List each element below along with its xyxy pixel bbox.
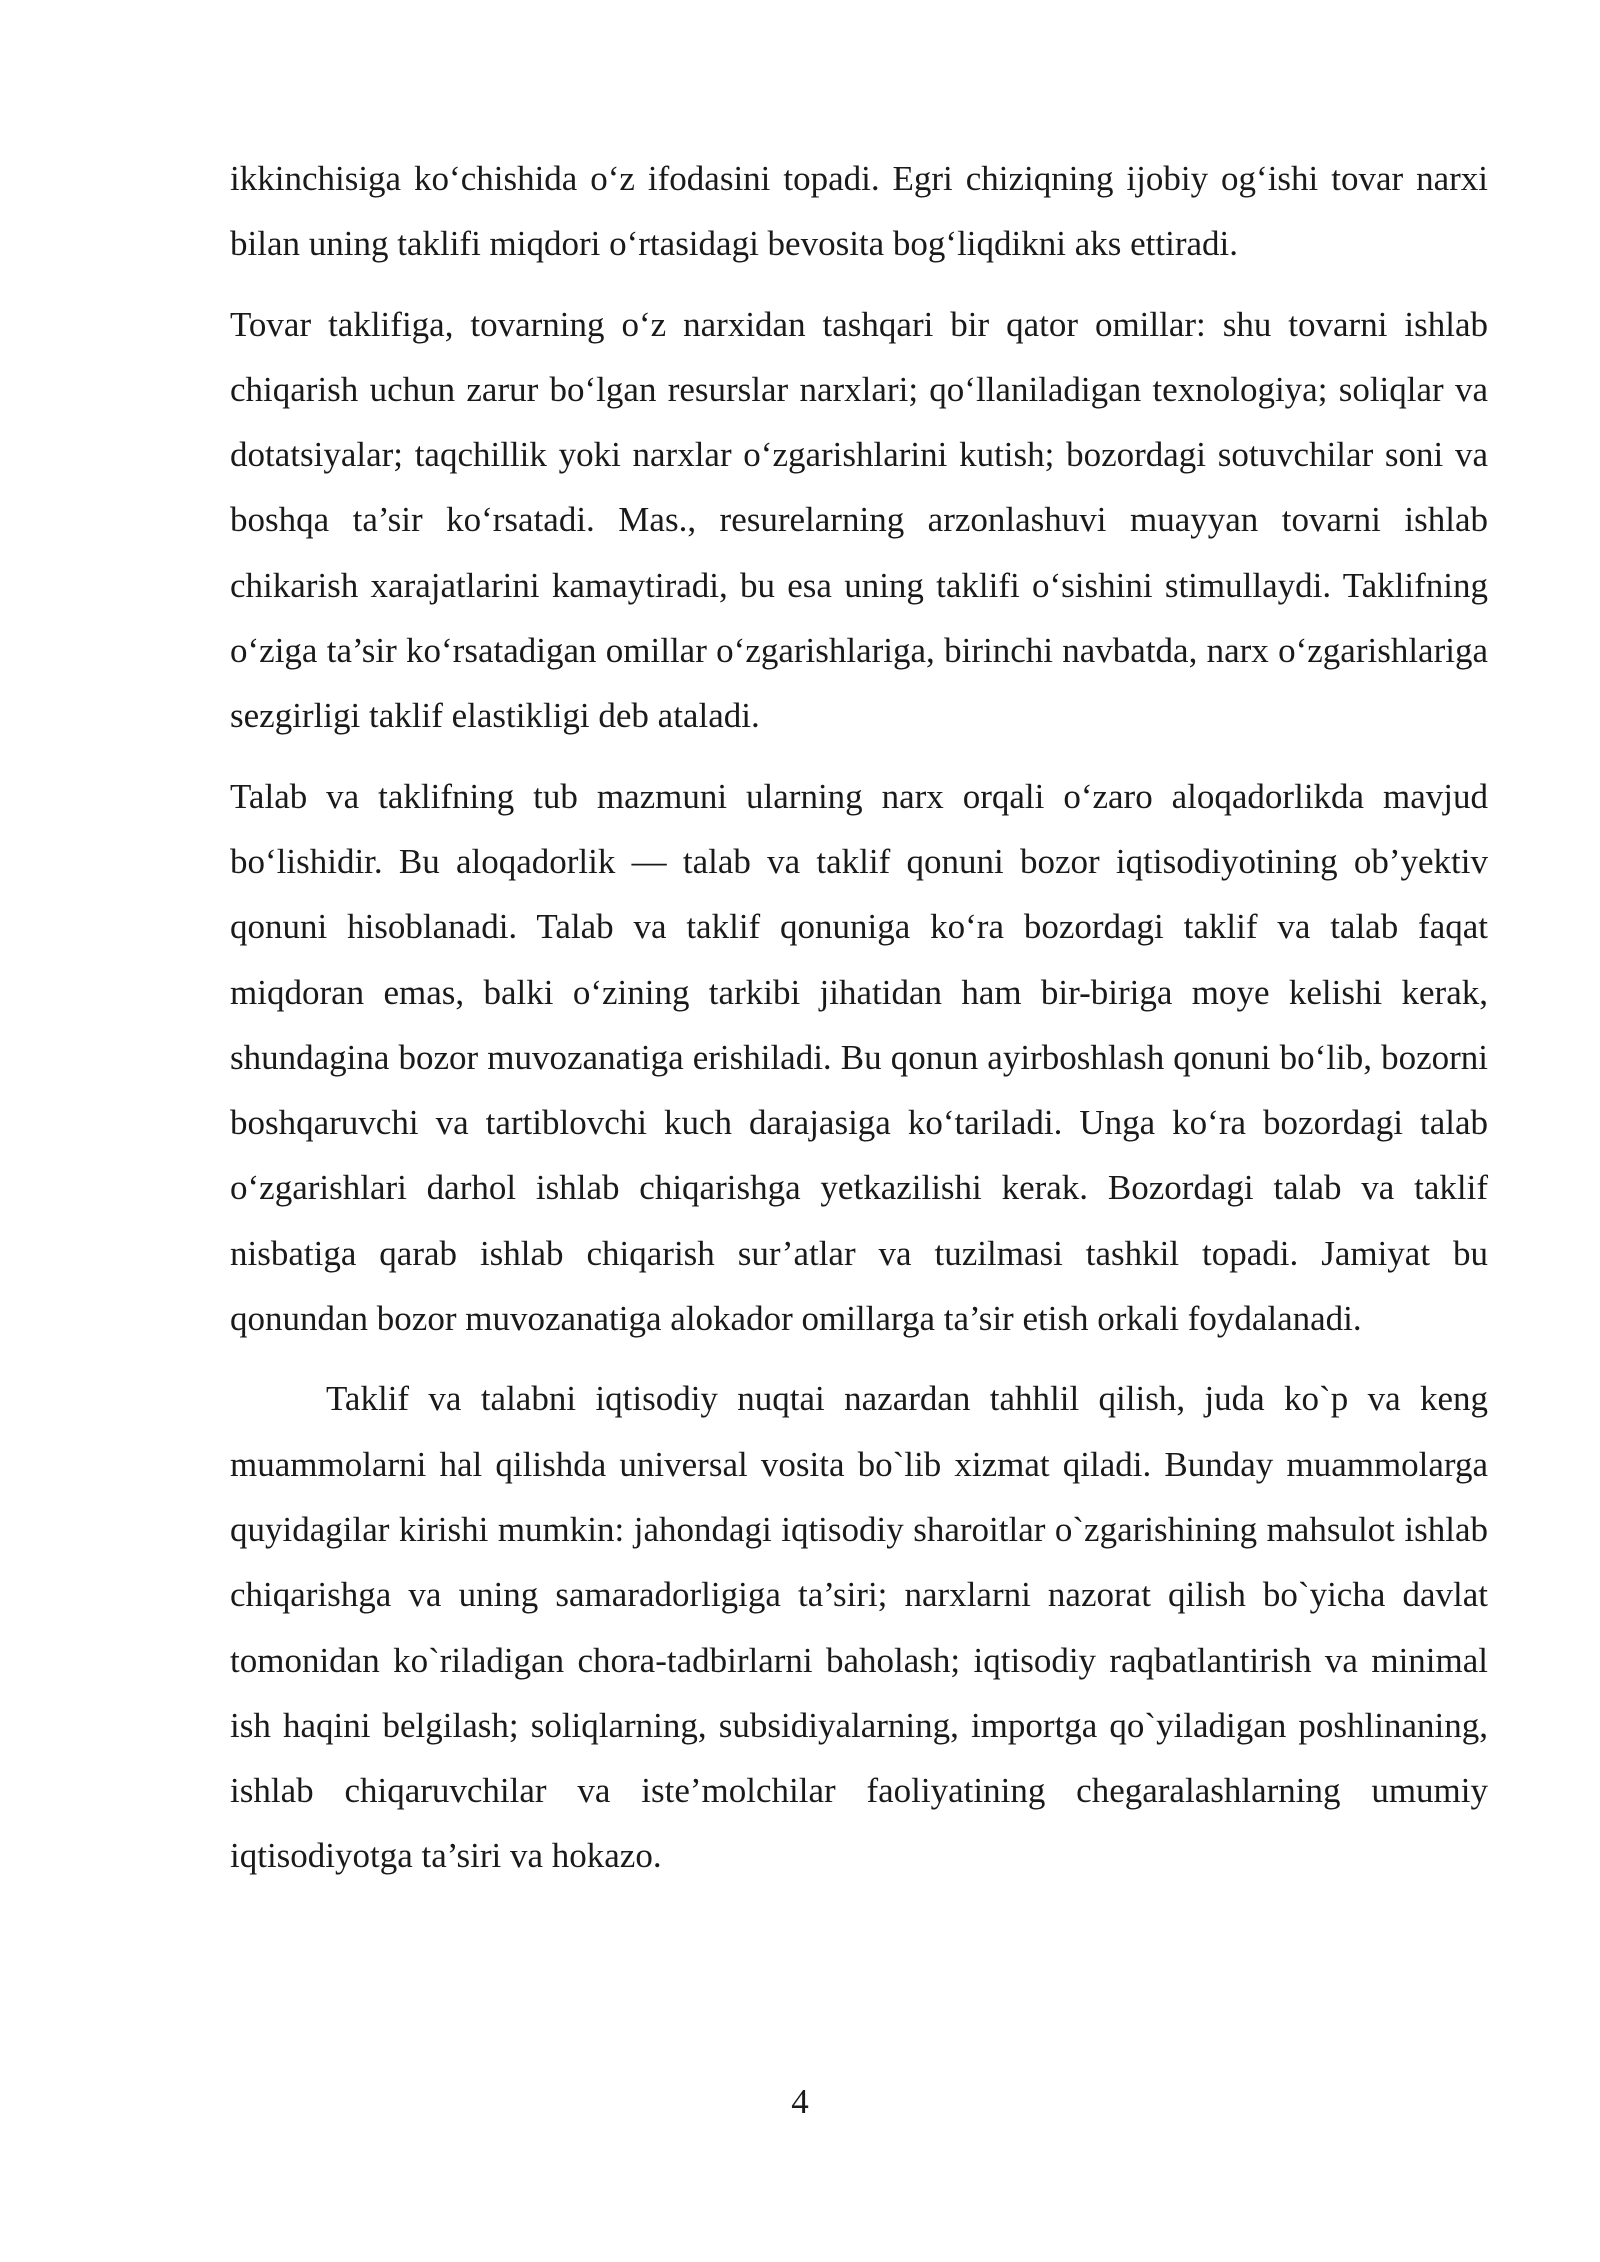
paragraph-supply-factors: Tovar taklifiga, tovarning o‘z narxidan tashqari bir qator omillar: shu tovarni ishlab chiqarish uchun zarur bo‘lgan resurslar narxlari; qo‘llaniladigan texnologiya; soliqlar va dotatsiyalar; taqchillik yoki narxlar o‘zgarishlarini kutish; bozordagi sotuvchilar soni va boshqa ta’sir ko‘rsatadi. Mas., resurelarning arzonlashuvi muayyan tovarni ishlab chikarish xarajatlarini kamaytiradi, bu esa uning taklifi o‘sishini stimullaydi. Taklifning o‘ziga ta’sir ko‘rsatadigan omillar o‘zgarishlariga, birinchi navbatda, narx o‘zgarishlariga sezgirligi taklif elastikligi deb ataladi.	[230, 304, 1488, 736]
page-number: 4	[791, 2082, 809, 2121]
document-page	[230, 146, 1488, 1904]
paragraph-supply-curve: ikkinchisiga ko‘chishida o‘z ifodasini topadi. Egri chiziqning ijobiy og‘ishi tovar narxi bilan uning taklifi miqdori o‘rtasidagi bevosita bog‘liqdikni aks ettiradi.	[230, 159, 1488, 264]
paragraph-analysis-applications: Taklif va talabni iqtisodiy nuqtai nazardan tahhlil qilish, juda ko`p va keng muammolarni hal qilishda universal vosita bo`lib xizmat qiladi. Bunday muammolarga quyidagilar kirishi mumkin: jahondagi iqtisodiy sharoitlar o`zgarishining mahsulot ishlab chiqarishga va uning samaradorligiga ta’siri; narxlarni nazorat qilish bo`yicha davlat tomonidan ko`riladigan chora-tadbirlarni baholash; iqtisodiy raqbatlantirish va minimal ish haqini belgilash; soliqlarning, subsidiyalarning, importga qo`yiladigan poshlinaning, ishlab chiqaruvchilar va iste’molchilar faoliyatining chegaralashlarning umumiy iqtisodiyotga ta’siri va hokazo.	[230, 1379, 1488, 1876]
paragraph-supply-demand-law: Talab va taklifning tub mazmuni ularning narx orqali o‘zaro aloqadorlikda mavjud bo‘lishidir. Bu aloqadorlik — talab va taklif qonuni bozor iqtisodiyotining ob’yektiv qonuni hisoblanadi. Talab va taklif qonuniga ko‘ra bozordagi taklif va talab faqat miqdoran emas, balki o‘zining tarkibi jihatidan ham bir-biriga moye kelishi kerak, shundagina bozor muvozanatiga erishiladi. Bu qonun ayirboshlash qonuni bo‘lib, bozorni boshqaruvchi va tartiblovchi kuch darajasiga ko‘tariladi. Unga ko‘ra bozordagi talab o‘zgarishlari darhol ishlab chiqarishga yetkazilishi kerak. Bozordagi talab va taklif nisbatiga qarab ishlab chiqarish sur’atlar va tuzilmasi tashkil topadi. Jamiyat bu qonundan bozor muvozanatiga alokador omillarga ta’sir etish orkali foydalanadi.	[230, 776, 1488, 1339]
